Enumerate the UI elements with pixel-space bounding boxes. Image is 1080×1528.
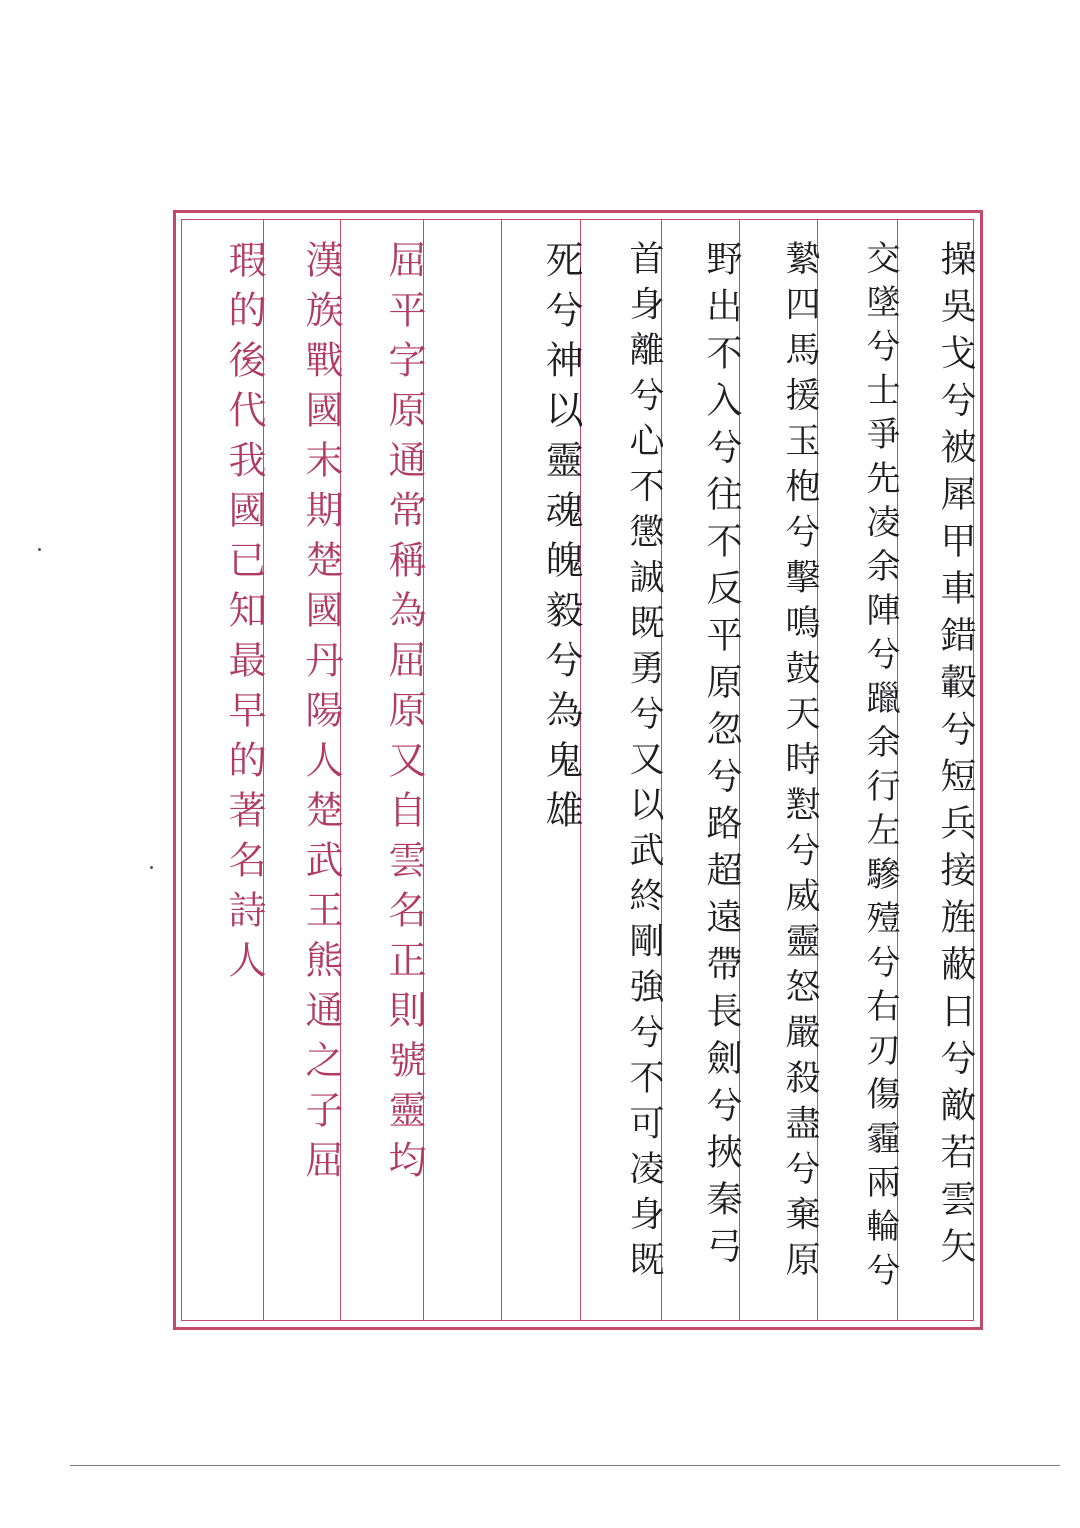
column-9-text: 漢族戰國末期楚國丹陽人楚武王熊通之子屈: [299, 240, 343, 1190]
column-10-text: 瑕的後代我國已知最早的著名詩人: [222, 240, 266, 990]
column-4-text: 野出不入兮往不反平原忽兮路超遠帶長劍兮挾秦弓: [701, 240, 742, 1274]
column-5-text: 首身離兮心不懲誠既勇兮又以武終剛強兮不可凌身既: [624, 240, 664, 1287]
scan-speck: [150, 866, 153, 869]
scan-bottom-line: [70, 1465, 1060, 1466]
column-6: [501, 220, 583, 1320]
column-4: [661, 220, 742, 1320]
column-6-text: 死兮神以靈魂魄毅兮為鬼雄: [539, 240, 583, 840]
writing-grid: [181, 219, 974, 1321]
column-2-text: 交墜兮士爭先凌余陣兮躐余行左驂殪兮右刃傷霾兩輪兮: [860, 240, 900, 1296]
column-3-text: 縶四馬援玉枹兮擊鳴鼓天時懟兮威靈怒嚴殺盡兮棄原: [780, 240, 820, 1287]
scan-speck: [38, 548, 41, 551]
column-3: [739, 220, 820, 1320]
column-8: [340, 220, 426, 1320]
column-8-text: 屈平字原通常稱為屈原又自雲名正則號靈均: [382, 240, 426, 1190]
column-7: [423, 220, 501, 1320]
column-5: [580, 220, 664, 1320]
column-2: [817, 220, 900, 1320]
column-10: [183, 220, 266, 1320]
column-1: [897, 220, 976, 1320]
column-9: [263, 220, 343, 1320]
column-1-text: 操吳戈兮被犀甲車錯轂兮短兵接旌蔽日兮敵若雲矢: [935, 240, 976, 1274]
